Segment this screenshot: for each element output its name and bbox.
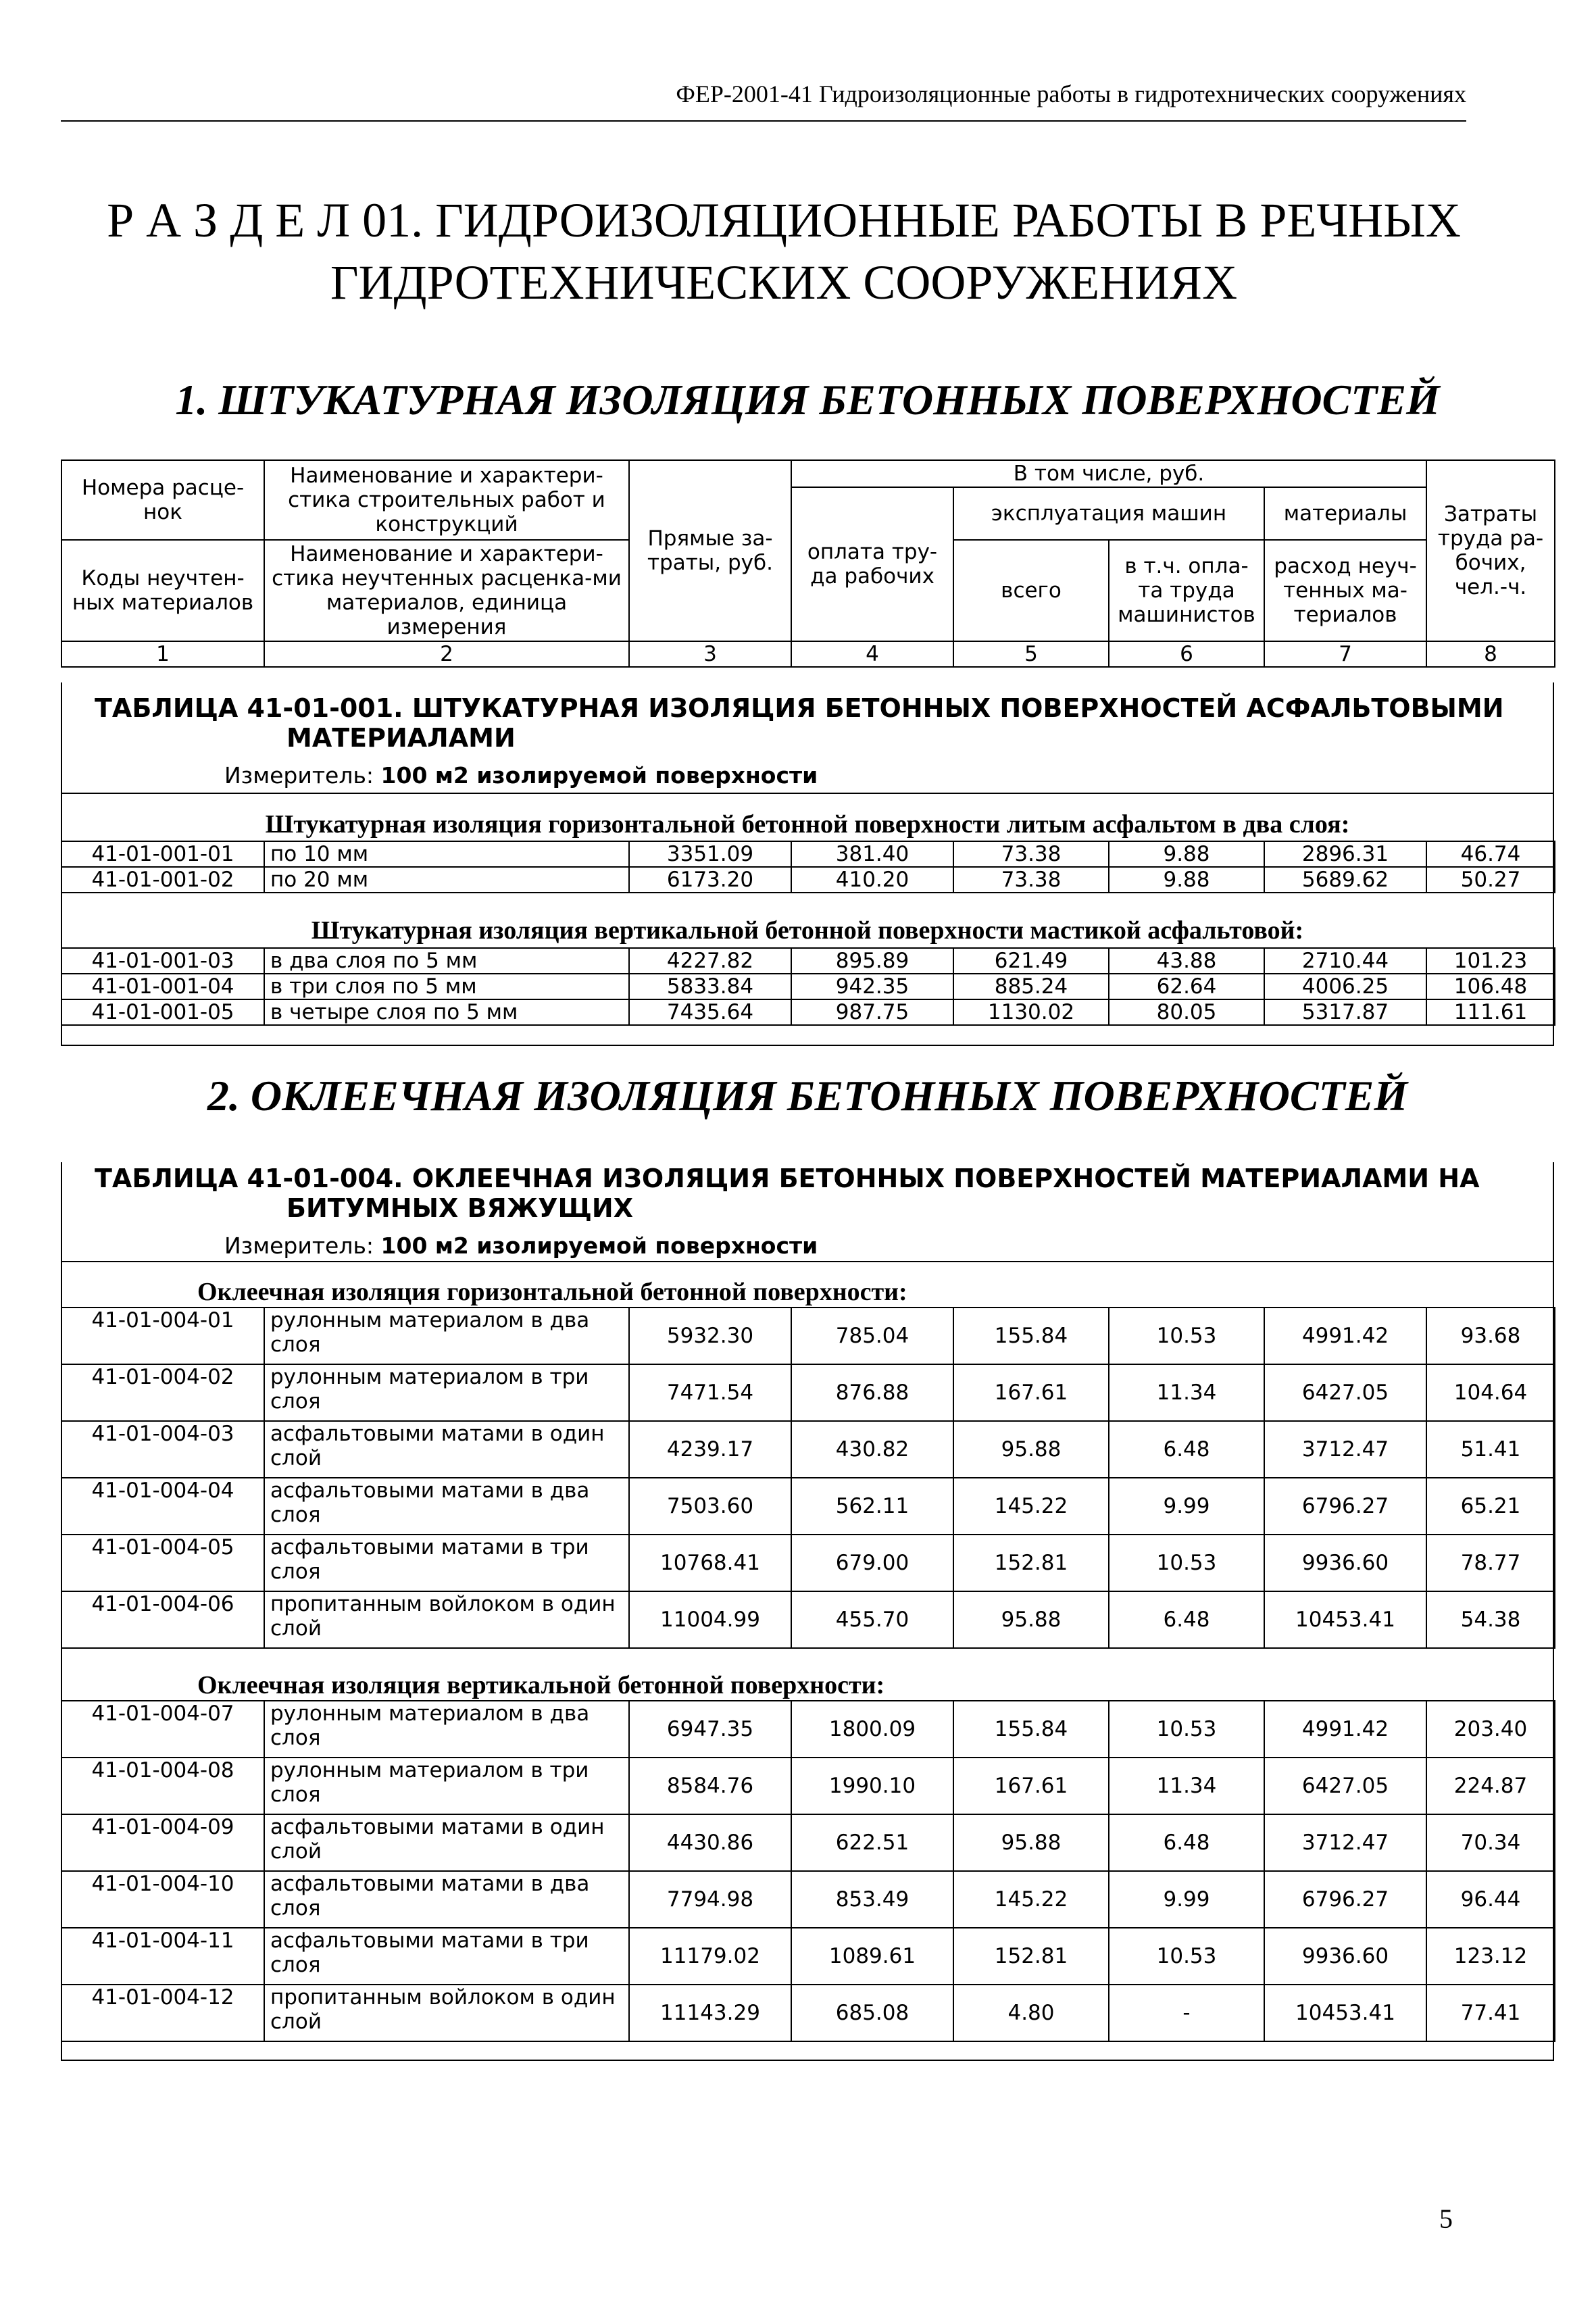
value-cell-c7: 10453.41 <box>1264 1985 1426 2041</box>
value-cell-c3: 11179.02 <box>629 1928 791 1985</box>
value-cell-c6: 10.53 <box>1109 1308 1264 1364</box>
work-name-cell: асфальтовыми матами в два слоя <box>264 1871 629 1928</box>
meter-label: Измеритель: <box>224 762 374 789</box>
value-cell-c7: 3712.47 <box>1264 1814 1426 1871</box>
value-cell-c4: 562.11 <box>791 1478 953 1535</box>
value-cell-c5: 145.22 <box>953 1478 1109 1535</box>
value-cell-c6: - <box>1109 1985 1264 2041</box>
table-title <box>95 1164 1547 1223</box>
work-name-cell: рулонным материалом в три слоя <box>264 1758 629 1814</box>
col8-header: Затраты труда ра-бочих, чел.-ч. <box>1426 460 1555 641</box>
meter-label: Измеритель: <box>224 1233 374 1259</box>
value-cell-c7: 2710.44 <box>1264 948 1426 974</box>
rows-table <box>61 841 1555 893</box>
value-cell-c8: 50.27 <box>1426 867 1555 893</box>
value-cell-c4: 679.00 <box>791 1535 953 1591</box>
value-cell-c7: 10453.41 <box>1264 1591 1426 1648</box>
table-row <box>61 948 1555 974</box>
work-name-cell: пропитанным войлоком в один слой <box>264 1985 629 2041</box>
column-header-table <box>61 459 1555 668</box>
value-cell-c5: 95.88 <box>953 1591 1109 1648</box>
work-name-cell: асфальтовыми матами в три слоя <box>264 1535 629 1591</box>
table-row <box>61 841 1555 867</box>
subsection-heading-2: 2. ОКЛЕЕЧНАЯ ИЗОЛЯЦИЯ БЕТОННЫХ ПОВЕРХНОСТЕЙ <box>207 1072 1408 1120</box>
rate-code-cell: 41-01-004-05 <box>61 1535 264 1591</box>
value-cell-c3: 11004.99 <box>629 1591 791 1648</box>
value-cell-c7: 4006.25 <box>1264 974 1426 999</box>
work-name-cell: асфальтовыми матами в три слоя <box>264 1928 629 1985</box>
value-cell-c5: 621.49 <box>953 948 1109 974</box>
value-cell-c7: 9936.60 <box>1264 1535 1426 1591</box>
value-cell-c4: 455.70 <box>791 1591 953 1648</box>
value-cell-c8: 203.40 <box>1426 1701 1555 1758</box>
value-cell-c5: 1130.02 <box>953 999 1109 1025</box>
table-title-line-2: БИТУМНЫХ ВЯЖУЩИХ <box>286 1193 634 1223</box>
rate-code-cell: 41-01-001-04 <box>61 974 264 999</box>
col-number-2: 2 <box>264 641 629 667</box>
value-cell-c8: 123.12 <box>1426 1928 1555 1985</box>
rate-code-cell: 41-01-001-02 <box>61 867 264 893</box>
table-row <box>61 1364 1555 1421</box>
value-cell-c3: 5932.30 <box>629 1308 791 1364</box>
table-title-line-2: МАТЕРИАЛАМИ <box>286 723 516 753</box>
table-row <box>61 1985 1555 2041</box>
col3-header: Прямые за-траты, руб. <box>629 460 791 641</box>
included-header: В том числе, руб. <box>791 460 1426 487</box>
value-cell-c6: 62.64 <box>1109 974 1264 999</box>
value-cell-c4: 622.51 <box>791 1814 953 1871</box>
page-number: 5 <box>1439 2204 1453 2234</box>
value-cell-c5: 167.61 <box>953 1758 1109 1814</box>
rows-table <box>61 947 1555 1026</box>
value-cell-c3: 11143.29 <box>629 1985 791 2041</box>
col-number-3: 3 <box>629 641 791 667</box>
value-cell-c5: 145.22 <box>953 1871 1109 1928</box>
value-cell-c3: 8584.76 <box>629 1758 791 1814</box>
value-cell-c8: 101.23 <box>1426 948 1555 974</box>
subsection-heading-1: 1. ШТУКАТУРНАЯ ИЗОЛЯЦИЯ БЕТОННЫХ ПОВЕРХНОСТЕЙ <box>175 376 1440 424</box>
value-cell-c4: 685.08 <box>791 1985 953 2041</box>
value-cell-c8: 46.74 <box>1426 841 1555 867</box>
value-cell-c8: 106.48 <box>1426 974 1555 999</box>
table-title <box>95 693 1547 753</box>
value-cell-c6: 43.88 <box>1109 948 1264 974</box>
value-cell-c4: 942.35 <box>791 974 953 999</box>
table-title-line-1: ТАБЛИЦА 41-01-004. ОКЛЕЕЧНАЯ ИЗОЛЯЦИЯ БЕТОННЫХ ПОВЕРХНОСТЕЙ МАТЕРИАЛАМИ НА <box>95 1164 1480 1193</box>
section-title-line-1: Р А З Д Е Л 01. ГИДРОИЗОЛЯЦИОННЫЕ РАБОТЫ В РЕЧНЫХ <box>107 193 1461 247</box>
section-title <box>81 189 1487 314</box>
value-cell-c7: 5317.87 <box>1264 999 1426 1025</box>
value-cell-c4: 410.20 <box>791 867 953 893</box>
value-cell-c5: 167.61 <box>953 1364 1109 1421</box>
value-cell-c7: 2896.31 <box>1264 841 1426 867</box>
value-cell-c7: 6796.27 <box>1264 1478 1426 1535</box>
value-cell-c3: 5833.84 <box>629 974 791 999</box>
value-cell-c5: 152.81 <box>953 1928 1109 1985</box>
work-name-cell: рулонным материалом в три слоя <box>264 1364 629 1421</box>
value-cell-c3: 10768.41 <box>629 1535 791 1591</box>
divider <box>62 793 1553 794</box>
table-row <box>61 999 1555 1025</box>
value-cell-c5: 152.81 <box>953 1535 1109 1591</box>
col-number-8: 8 <box>1426 641 1555 667</box>
rate-code-cell: 41-01-001-03 <box>61 948 264 974</box>
value-cell-c6: 6.48 <box>1109 1591 1264 1648</box>
rate-code-cell: 41-01-001-05 <box>61 999 264 1025</box>
table-title-line-1: ТАБЛИЦА 41-01-001. ШТУКАТУРНАЯ ИЗОЛЯЦИЯ БЕТОННЫХ ПОВЕРХНОСТЕЙ АСФАЛЬТОВЫМИ <box>95 693 1504 723</box>
value-cell-c4: 876.88 <box>791 1364 953 1421</box>
table-41-01-004-block <box>61 1162 1554 2061</box>
table-row <box>61 1308 1555 1364</box>
table-row <box>61 1701 1555 1758</box>
col1-bottom-header: Коды неучтен-ных материалов <box>61 540 264 641</box>
col2-top-header: Наименование и характери-стика строительных работ и конструкций <box>264 460 629 540</box>
col6-header: в т.ч. опла-та труда машинистов <box>1109 540 1264 641</box>
work-name-cell: асфальтовыми матами в два слоя <box>264 1478 629 1535</box>
rate-code-cell: 41-01-004-01 <box>61 1308 264 1364</box>
work-name-cell: рулонным материалом в два слоя <box>264 1308 629 1364</box>
value-cell-c8: 54.38 <box>1426 1591 1555 1648</box>
value-cell-c4: 785.04 <box>791 1308 953 1364</box>
value-cell-c7: 3712.47 <box>1264 1421 1426 1478</box>
table-row <box>61 1535 1555 1591</box>
value-cell-c3: 4239.17 <box>629 1421 791 1478</box>
rate-code-cell: 41-01-004-03 <box>61 1421 264 1478</box>
work-name-cell: в два слоя по 5 мм <box>264 948 629 974</box>
machines-header: эксплуатация машин <box>953 487 1264 540</box>
section-title-line-2: ГИДРОТЕХНИЧЕСКИХ СООРУЖЕНИЯХ <box>330 255 1238 309</box>
col5-header: всего <box>953 540 1109 641</box>
value-cell-c6: 10.53 <box>1109 1928 1264 1985</box>
running-header <box>61 80 1466 122</box>
rate-code-cell: 41-01-004-10 <box>61 1871 264 1928</box>
value-cell-c3: 6173.20 <box>629 867 791 893</box>
meter-line <box>224 1233 818 1259</box>
value-cell-c3: 7794.98 <box>629 1871 791 1928</box>
work-name-cell: по 20 мм <box>264 867 629 893</box>
table-row <box>61 974 1555 999</box>
value-cell-c7: 5689.62 <box>1264 867 1426 893</box>
value-cell-c4: 987.75 <box>791 999 953 1025</box>
materials-header: материалы <box>1264 487 1426 540</box>
rate-code-cell: 41-01-001-01 <box>61 841 264 867</box>
col-number-1: 1 <box>61 641 264 667</box>
value-cell-c5: 95.88 <box>953 1814 1109 1871</box>
value-cell-c3: 7435.64 <box>629 999 791 1025</box>
col-number-6: 6 <box>1109 641 1264 667</box>
col4-header: оплата тру-да рабочих <box>791 487 953 641</box>
value-cell-c6: 11.34 <box>1109 1364 1264 1421</box>
value-cell-c8: 104.64 <box>1426 1364 1555 1421</box>
table-row <box>61 1591 1555 1648</box>
value-cell-c7: 6796.27 <box>1264 1871 1426 1928</box>
table-row <box>61 1814 1555 1871</box>
sub-heading-horizontal: Штукатурная изоляция горизонтальной бетонной поверхности литым асфальтом в два слоя: <box>265 810 1350 839</box>
col7-header: расход неуч-тенных ма-териалов <box>1264 540 1426 641</box>
rate-code-cell: 41-01-004-12 <box>61 1985 264 2041</box>
value-cell-c8: 77.41 <box>1426 1985 1555 2041</box>
value-cell-c5: 155.84 <box>953 1701 1109 1758</box>
table-row <box>61 1478 1555 1535</box>
table-41-01-001-block <box>61 682 1554 1046</box>
value-cell-c8: 70.34 <box>1426 1814 1555 1871</box>
value-cell-c4: 1800.09 <box>791 1701 953 1758</box>
sub-heading-horizontal: Оклеечная изоляция горизонтальной бетонной поверхности: <box>197 1278 907 1306</box>
value-cell-c3: 7503.60 <box>629 1478 791 1535</box>
value-cell-c4: 381.40 <box>791 841 953 867</box>
work-name-cell: в три слоя по 5 мм <box>264 974 629 999</box>
work-name-cell: по 10 мм <box>264 841 629 867</box>
value-cell-c4: 430.82 <box>791 1421 953 1478</box>
value-cell-c4: 1089.61 <box>791 1928 953 1985</box>
value-cell-c4: 853.49 <box>791 1871 953 1928</box>
value-cell-c8: 51.41 <box>1426 1421 1555 1478</box>
value-cell-c6: 9.88 <box>1109 841 1264 867</box>
value-cell-c5: 73.38 <box>953 867 1109 893</box>
rate-code-cell: 41-01-004-11 <box>61 1928 264 1985</box>
value-cell-c4: 895.89 <box>791 948 953 974</box>
value-cell-c7: 9936.60 <box>1264 1928 1426 1985</box>
value-cell-c7: 4991.42 <box>1264 1701 1426 1758</box>
value-cell-c7: 6427.05 <box>1264 1758 1426 1814</box>
value-cell-c3: 4430.86 <box>629 1814 791 1871</box>
value-cell-c4: 1990.10 <box>791 1758 953 1814</box>
table-row <box>61 1928 1555 1985</box>
divider <box>61 1261 1554 1262</box>
value-cell-c6: 10.53 <box>1109 1535 1264 1591</box>
value-cell-c3: 7471.54 <box>629 1364 791 1421</box>
value-cell-c7: 6427.05 <box>1264 1364 1426 1421</box>
col1-top-header: Номера расце-нок <box>61 460 264 540</box>
value-cell-c5: 95.88 <box>953 1421 1109 1478</box>
value-cell-c6: 9.88 <box>1109 867 1264 893</box>
value-cell-c6: 80.05 <box>1109 999 1264 1025</box>
table-row <box>61 1421 1555 1478</box>
work-name-cell: в четыре слоя по 5 мм <box>264 999 629 1025</box>
value-cell-c6: 6.48 <box>1109 1814 1264 1871</box>
meter-value: 100 м2 изолируемой поверхности <box>380 1233 818 1259</box>
value-cell-c6: 10.53 <box>1109 1701 1264 1758</box>
value-cell-c5: 73.38 <box>953 841 1109 867</box>
value-cell-c8: 96.44 <box>1426 1871 1555 1928</box>
value-cell-c6: 9.99 <box>1109 1478 1264 1535</box>
rate-code-cell: 41-01-004-07 <box>61 1701 264 1758</box>
table-row <box>61 1758 1555 1814</box>
value-cell-c3: 6947.35 <box>629 1701 791 1758</box>
meter-value: 100 м2 изолируемой поверхности <box>380 762 818 789</box>
meter-line <box>224 762 818 789</box>
col2-bottom-header: Наименование и характери-стика неучтенных расценка-ми материалов, единица измерения <box>264 540 629 641</box>
value-cell-c7: 4991.42 <box>1264 1308 1426 1364</box>
rate-code-cell: 41-01-004-04 <box>61 1478 264 1535</box>
value-cell-c8: 224.87 <box>1426 1758 1555 1814</box>
rows-table <box>61 1307 1555 1649</box>
table-row <box>61 1871 1555 1928</box>
rate-code-cell: 41-01-004-09 <box>61 1814 264 1871</box>
rate-code-cell: 41-01-004-02 <box>61 1364 264 1421</box>
col-number-5: 5 <box>953 641 1109 667</box>
value-cell-c8: 65.21 <box>1426 1478 1555 1535</box>
work-name-cell: пропитанным войлоком в один слой <box>264 1591 629 1648</box>
value-cell-c8: 93.68 <box>1426 1308 1555 1364</box>
rate-code-cell: 41-01-004-06 <box>61 1591 264 1648</box>
sub-heading-vertical: Штукатурная изоляция вертикальной бетонной поверхности мастикой асфальтовой: <box>311 916 1304 945</box>
rows-table <box>61 1700 1555 2042</box>
value-cell-c8: 78.77 <box>1426 1535 1555 1591</box>
work-name-cell: асфальтовыми матами в один слой <box>264 1814 629 1871</box>
value-cell-c5: 4.80 <box>953 1985 1109 2041</box>
value-cell-c3: 3351.09 <box>629 841 791 867</box>
sub-heading-vertical: Оклеечная изоляция вертикальной бетонной поверхности: <box>197 1671 885 1699</box>
running-header-text: ФЕР-2001-41 Гидроизоляционные работы в гидротехнических сооружениях <box>676 80 1466 107</box>
value-cell-c6: 6.48 <box>1109 1421 1264 1478</box>
col-number-4: 4 <box>791 641 953 667</box>
value-cell-c5: 885.24 <box>953 974 1109 999</box>
value-cell-c5: 155.84 <box>953 1308 1109 1364</box>
value-cell-c6: 11.34 <box>1109 1758 1264 1814</box>
value-cell-c3: 4227.82 <box>629 948 791 974</box>
col-number-7: 7 <box>1264 641 1426 667</box>
table-row <box>61 867 1555 893</box>
rate-code-cell: 41-01-004-08 <box>61 1758 264 1814</box>
work-name-cell: асфальтовыми матами в один слой <box>264 1421 629 1478</box>
value-cell-c6: 9.99 <box>1109 1871 1264 1928</box>
work-name-cell: рулонным материалом в два слоя <box>264 1701 629 1758</box>
value-cell-c8: 111.61 <box>1426 999 1555 1025</box>
